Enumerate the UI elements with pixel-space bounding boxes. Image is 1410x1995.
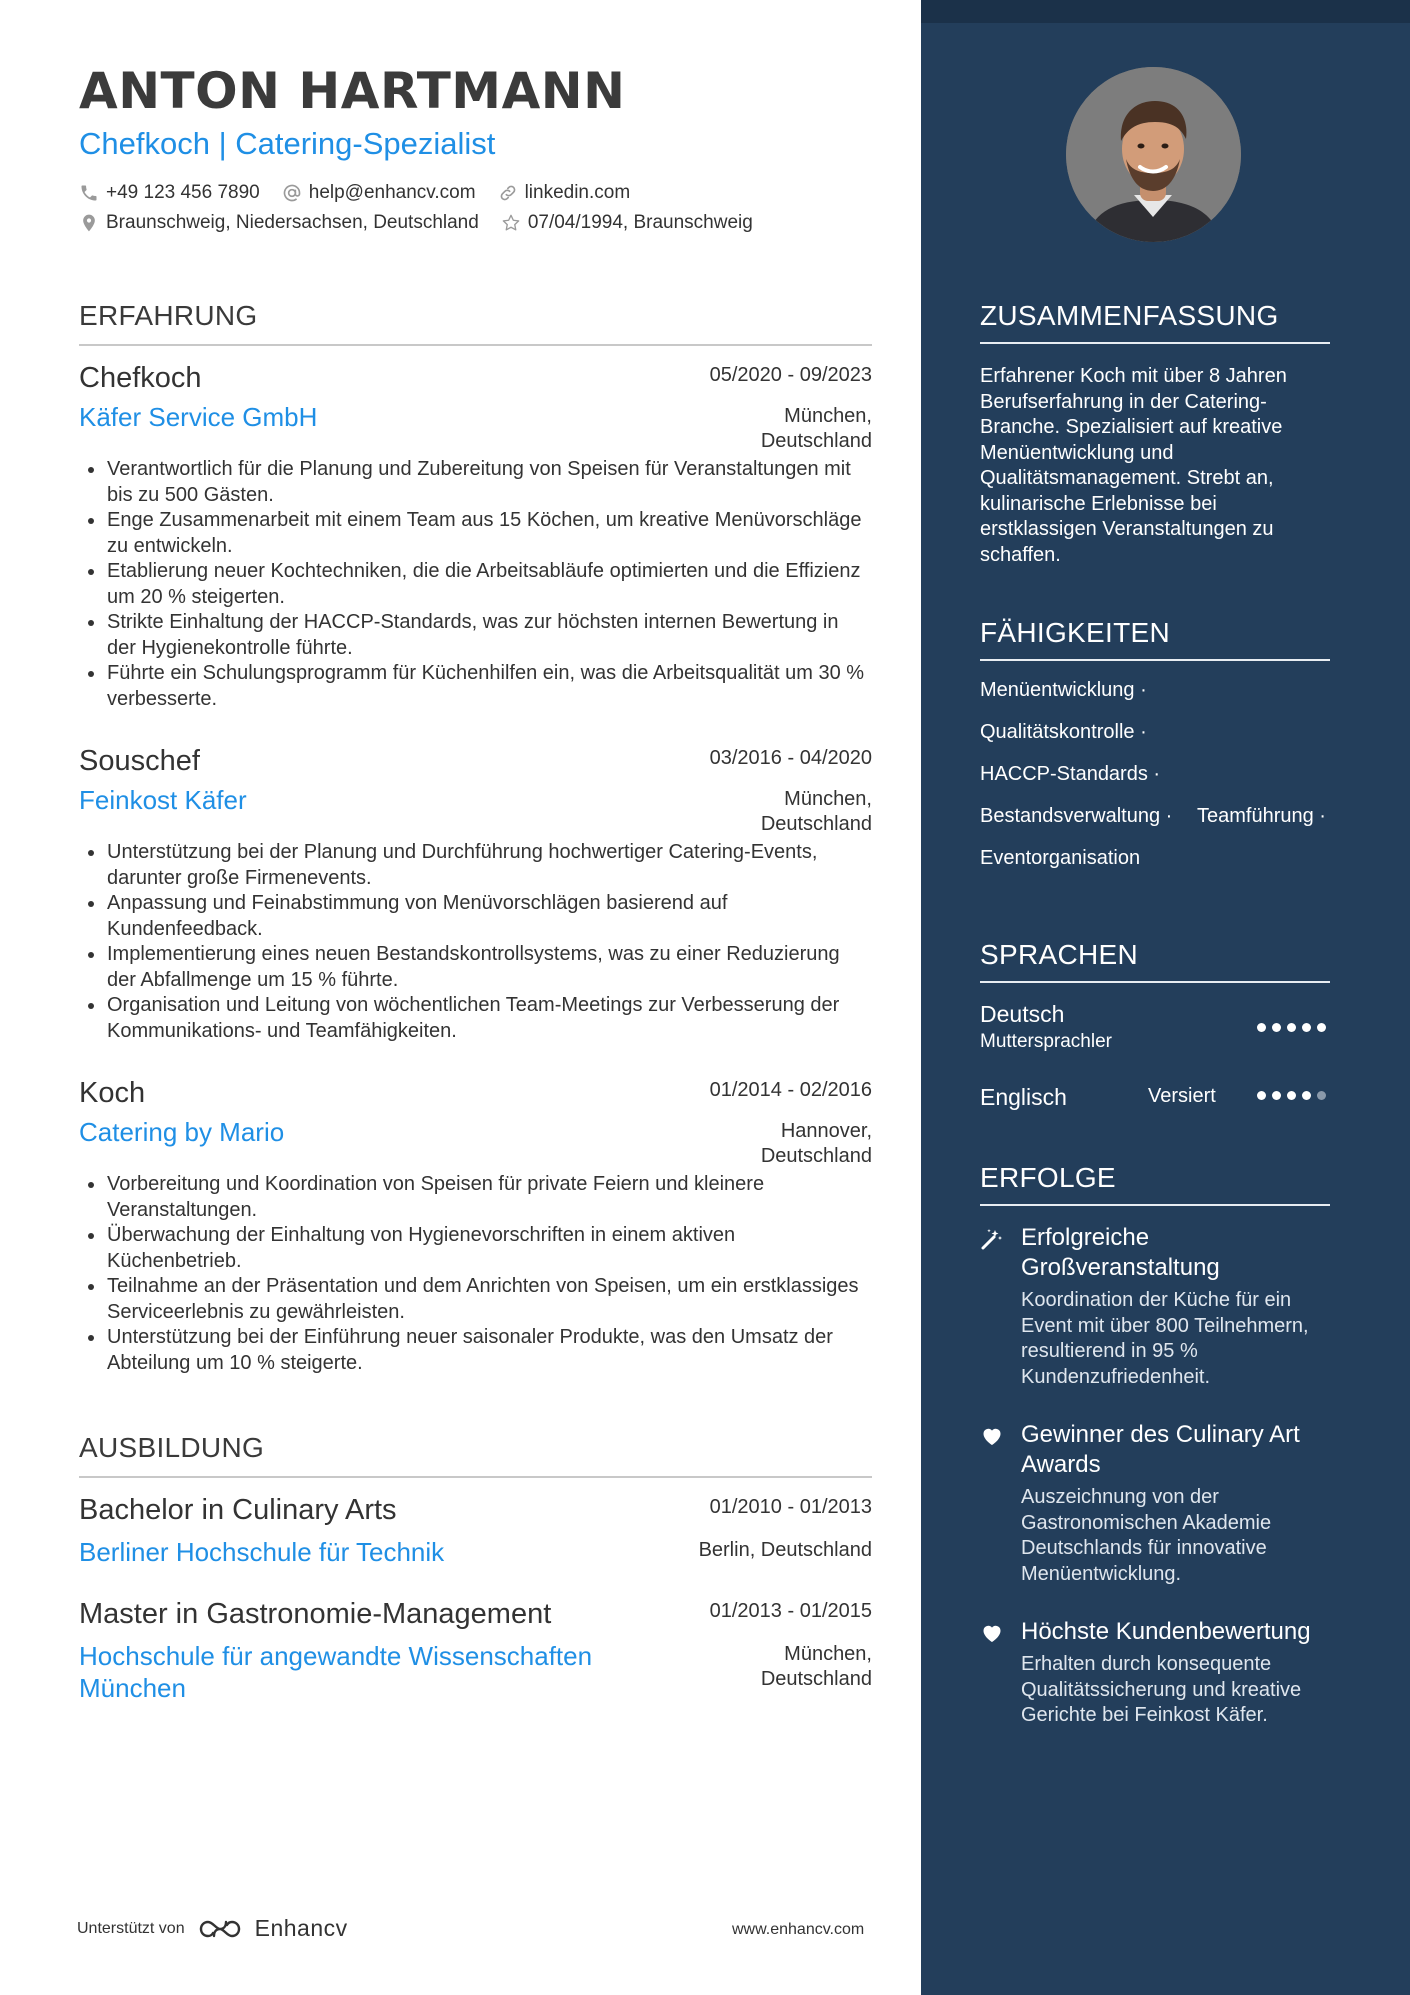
job-role: Souschef bbox=[79, 745, 200, 777]
job-entry bbox=[79, 362, 872, 712]
job-bullet: Führte ein Schulungsprogramm für Küchenhilfen ein, was die Arbeitsqualität um 30 % verbesserte. bbox=[79, 661, 872, 712]
phone-text: +49 123 456 7890 bbox=[106, 182, 260, 203]
achievement-item bbox=[980, 1617, 1335, 1729]
job-company: Catering by Mario bbox=[79, 1117, 285, 1147]
skill-item: HACCP-Standards · bbox=[980, 763, 1161, 785]
phone-icon bbox=[79, 183, 99, 203]
language-rating bbox=[1251, 1091, 1326, 1100]
edu-location-line1: München, bbox=[784, 1643, 872, 1665]
rating-dot-filled bbox=[1287, 1023, 1296, 1032]
job-role: Chefkoch bbox=[79, 362, 202, 394]
job-bullet: Anpassung und Feinabstimmung von Menüvorschlägen basierend auf Kundenfeedback. bbox=[79, 891, 872, 942]
link-icon bbox=[498, 183, 518, 203]
magic-wand-icon bbox=[980, 1227, 1004, 1251]
job-bullet: Unterstützung bei der Planung und Durchführung hochwertiger Catering-Events, darunter große Firmenevents. bbox=[79, 840, 872, 891]
language-name: Deutsch bbox=[980, 1001, 1065, 1027]
edu-school: Berliner Hochschule für Technik bbox=[79, 1537, 445, 1567]
education-entry bbox=[79, 1598, 872, 1704]
summary-heading: ZUSAMMENFASSUNG bbox=[980, 300, 1330, 344]
job-dates: 05/2020 - 09/2023 bbox=[709, 364, 872, 386]
contact-email[interactable] bbox=[282, 182, 476, 204]
skills-heading: FÄHIGKEITEN bbox=[980, 617, 1330, 661]
job-location bbox=[761, 1119, 872, 1169]
job-bullet: Unterstützung bei der Einführung neuer saisonaler Produkte, was den Umsatz der Abteilung um 10 % steigerte. bbox=[79, 1325, 872, 1376]
job-role: Koch bbox=[79, 1077, 146, 1109]
edu-location-line2: Deutschland bbox=[760, 1668, 872, 1690]
rating-dot-empty bbox=[1317, 1091, 1326, 1100]
contact-location bbox=[79, 212, 479, 234]
job-bullet: Enge Zusammenarbeit mit einem Team aus 15 Köchen, um kreative Menüvorschläge zu entwickeln. bbox=[79, 508, 872, 559]
achievement-title: Gewinner des Culinary Art Awards bbox=[1021, 1421, 1300, 1478]
language-level: Versiert bbox=[1148, 1085, 1216, 1107]
languages-heading: SPRACHEN bbox=[980, 939, 1330, 983]
achievement-title: Höchste Kundenbewertung bbox=[1021, 1618, 1311, 1645]
star-icon bbox=[501, 213, 521, 233]
at-icon bbox=[282, 183, 302, 203]
job-bullet: Teilnahme an der Präsentation und dem Anrichten von Speisen, um ein erstklassiges Serviceerlebnis zu gewährleisten. bbox=[79, 1274, 872, 1325]
rating-dot-filled bbox=[1257, 1091, 1266, 1100]
footer-branding bbox=[77, 1915, 348, 1942]
rating-dot-filled bbox=[1257, 1023, 1266, 1032]
skill-item: Qualitätskontrolle · bbox=[980, 721, 1147, 743]
powered-by-label: Unterstützt von bbox=[77, 1919, 185, 1937]
edu-dates: 01/2013 - 01/2015 bbox=[709, 1600, 872, 1622]
job-location bbox=[761, 787, 872, 837]
job-bullet: Etablierung neuer Kochtechniken, die die Arbeitsabläufe optimierten und die Effizienz um 20 % steigerten. bbox=[79, 559, 872, 610]
profile-photo bbox=[1066, 67, 1241, 242]
edu-degree: Bachelor in Culinary Arts bbox=[79, 1494, 397, 1526]
job-bullets bbox=[79, 457, 872, 712]
job-bullets bbox=[79, 1172, 872, 1376]
avatar-illustration bbox=[1066, 67, 1241, 242]
achievement-description: Koordination der Küche für ein Event mit über 800 Teilnehmern, resultierend in 95 % Kundenzufriedenheit. bbox=[1021, 1289, 1309, 1388]
edu-dates: 01/2010 - 01/2013 bbox=[709, 1496, 872, 1518]
heart-icon bbox=[980, 1621, 1004, 1645]
job-bullet: Überwachung der Einhaltung von Hygienevorschriften in einem aktiven Küchenbetrieb. bbox=[79, 1223, 872, 1274]
linkedin-text[interactable]: linkedin.com bbox=[524, 182, 631, 203]
job-location-line2: Deutschland bbox=[760, 430, 872, 452]
sidebar bbox=[921, 0, 1410, 1995]
education-entry bbox=[79, 1494, 872, 1568]
sidebar-top-band bbox=[921, 0, 1410, 23]
edu-degree: Master in Gastronomie-Management bbox=[79, 1598, 552, 1630]
brand-name: Enhancv bbox=[254, 1915, 348, 1941]
job-location-line1: München, bbox=[784, 788, 872, 810]
footer-url[interactable]: www.enhancv.com bbox=[732, 1921, 865, 1938]
achievement-description: Auszeichnung von der Gastronomischen Akademie Deutschlands für innovative Menüentwicklung. bbox=[1021, 1486, 1272, 1585]
job-bullet: Vorbereitung und Koordination von Speisen für private Feiern und kleinere Veranstaltungen. bbox=[79, 1172, 872, 1223]
achievements-heading: ERFOLGE bbox=[980, 1162, 1330, 1206]
job-entry bbox=[79, 1077, 872, 1376]
experience-heading: ERFAHRUNG bbox=[79, 300, 872, 346]
rating-dot-filled bbox=[1287, 1091, 1296, 1100]
location-text: Braunschweig, Niedersachsen, Deutschland bbox=[106, 212, 479, 233]
job-bullets bbox=[79, 840, 872, 1044]
contact-linkedin[interactable] bbox=[498, 182, 631, 204]
job-bullet: Verantwortlich für die Planung und Zubereitung von Speisen für Veranstaltungen mit bis zu 500 Gästen. bbox=[79, 457, 872, 508]
skill-item: Eventorganisation bbox=[980, 847, 1141, 869]
contact-row-1 bbox=[79, 182, 652, 204]
rating-dot-filled bbox=[1302, 1023, 1311, 1032]
language-rating bbox=[1251, 1023, 1326, 1032]
contact-birth bbox=[501, 212, 753, 234]
skill-item: Teamführung · bbox=[1197, 805, 1326, 827]
birth-text: 07/04/1994, Braunschweig bbox=[527, 212, 753, 233]
job-location-line2: Deutschland bbox=[760, 813, 872, 835]
job-location-line1: Hannover, bbox=[780, 1120, 872, 1142]
summary-text: Erfahrener Koch mit über 8 Jahren Berufserfahrung in der Catering-Branche. Spezialisiert auf kreative Menüentwicklung und Qualitätsmanagement. Strebt an, kulinarische Erlebnisse bei erstklassigen Veranstaltungen zu schaffen. bbox=[980, 365, 1287, 566]
skill-item: Menüentwicklung · bbox=[980, 679, 1147, 701]
location-pin-icon bbox=[79, 213, 99, 233]
contact-row-2 bbox=[79, 212, 775, 234]
email-text[interactable]: help@enhancv.com bbox=[308, 182, 476, 203]
job-company: Feinkost Käfer bbox=[79, 785, 247, 815]
achievement-item bbox=[980, 1223, 1335, 1390]
candidate-title: Chefkoch | Catering-Spezialist bbox=[79, 126, 496, 161]
job-bullet: Implementierung eines neuen Bestandskontrollsystems, was zu einer Reduzierung der Abfallmenge um 15 % führte. bbox=[79, 942, 872, 993]
job-bullet: Strikte Einhaltung der HACCP-Standards, was zur höchsten internen Bewertung in der Hygienekontrolle führte. bbox=[79, 610, 872, 661]
edu-school: Hochschule für angewandte Wissenschaften München bbox=[79, 1641, 593, 1703]
job-entry bbox=[79, 745, 872, 1044]
job-location bbox=[761, 404, 872, 454]
contact-phone bbox=[79, 182, 260, 204]
job-bullet: Organisation und Leitung von wöchentlichen Team-Meetings zur Verbesserung der Kommunikations- und Teamfähigkeiten. bbox=[79, 993, 872, 1044]
rating-dot-filled bbox=[1272, 1023, 1281, 1032]
rating-dot-filled bbox=[1302, 1091, 1311, 1100]
rating-dot-filled bbox=[1317, 1023, 1326, 1032]
skill-item: Bestandsverwaltung · bbox=[980, 805, 1173, 827]
heart-icon bbox=[980, 1424, 1004, 1448]
achievement-title: Erfolgreiche Großveranstaltung bbox=[1021, 1224, 1220, 1281]
job-location-line1: München, bbox=[784, 405, 872, 427]
education-heading: AUSBILDUNG bbox=[79, 1432, 872, 1478]
language-name: Englisch bbox=[980, 1084, 1067, 1110]
achievement-description: Erhalten durch konsequente Qualitätssicherung und kreative Gerichte bei Feinkost Käfer. bbox=[1021, 1653, 1302, 1726]
edu-location: Berlin, Deutschland bbox=[698, 1539, 872, 1561]
candidate-name: ANTON HARTMANN bbox=[79, 62, 626, 120]
job-company: Käfer Service GmbH bbox=[79, 402, 318, 432]
job-dates: 01/2014 - 02/2016 bbox=[709, 1079, 872, 1101]
enhancv-logo-icon bbox=[197, 1917, 243, 1941]
edu-location bbox=[761, 1642, 872, 1692]
achievement-item bbox=[980, 1420, 1335, 1587]
job-dates: 03/2016 - 04/2020 bbox=[709, 747, 872, 769]
job-location-line2: Deutschland bbox=[760, 1145, 872, 1167]
language-level: Muttersprachler bbox=[980, 1031, 1112, 1052]
rating-dot-filled bbox=[1272, 1091, 1281, 1100]
